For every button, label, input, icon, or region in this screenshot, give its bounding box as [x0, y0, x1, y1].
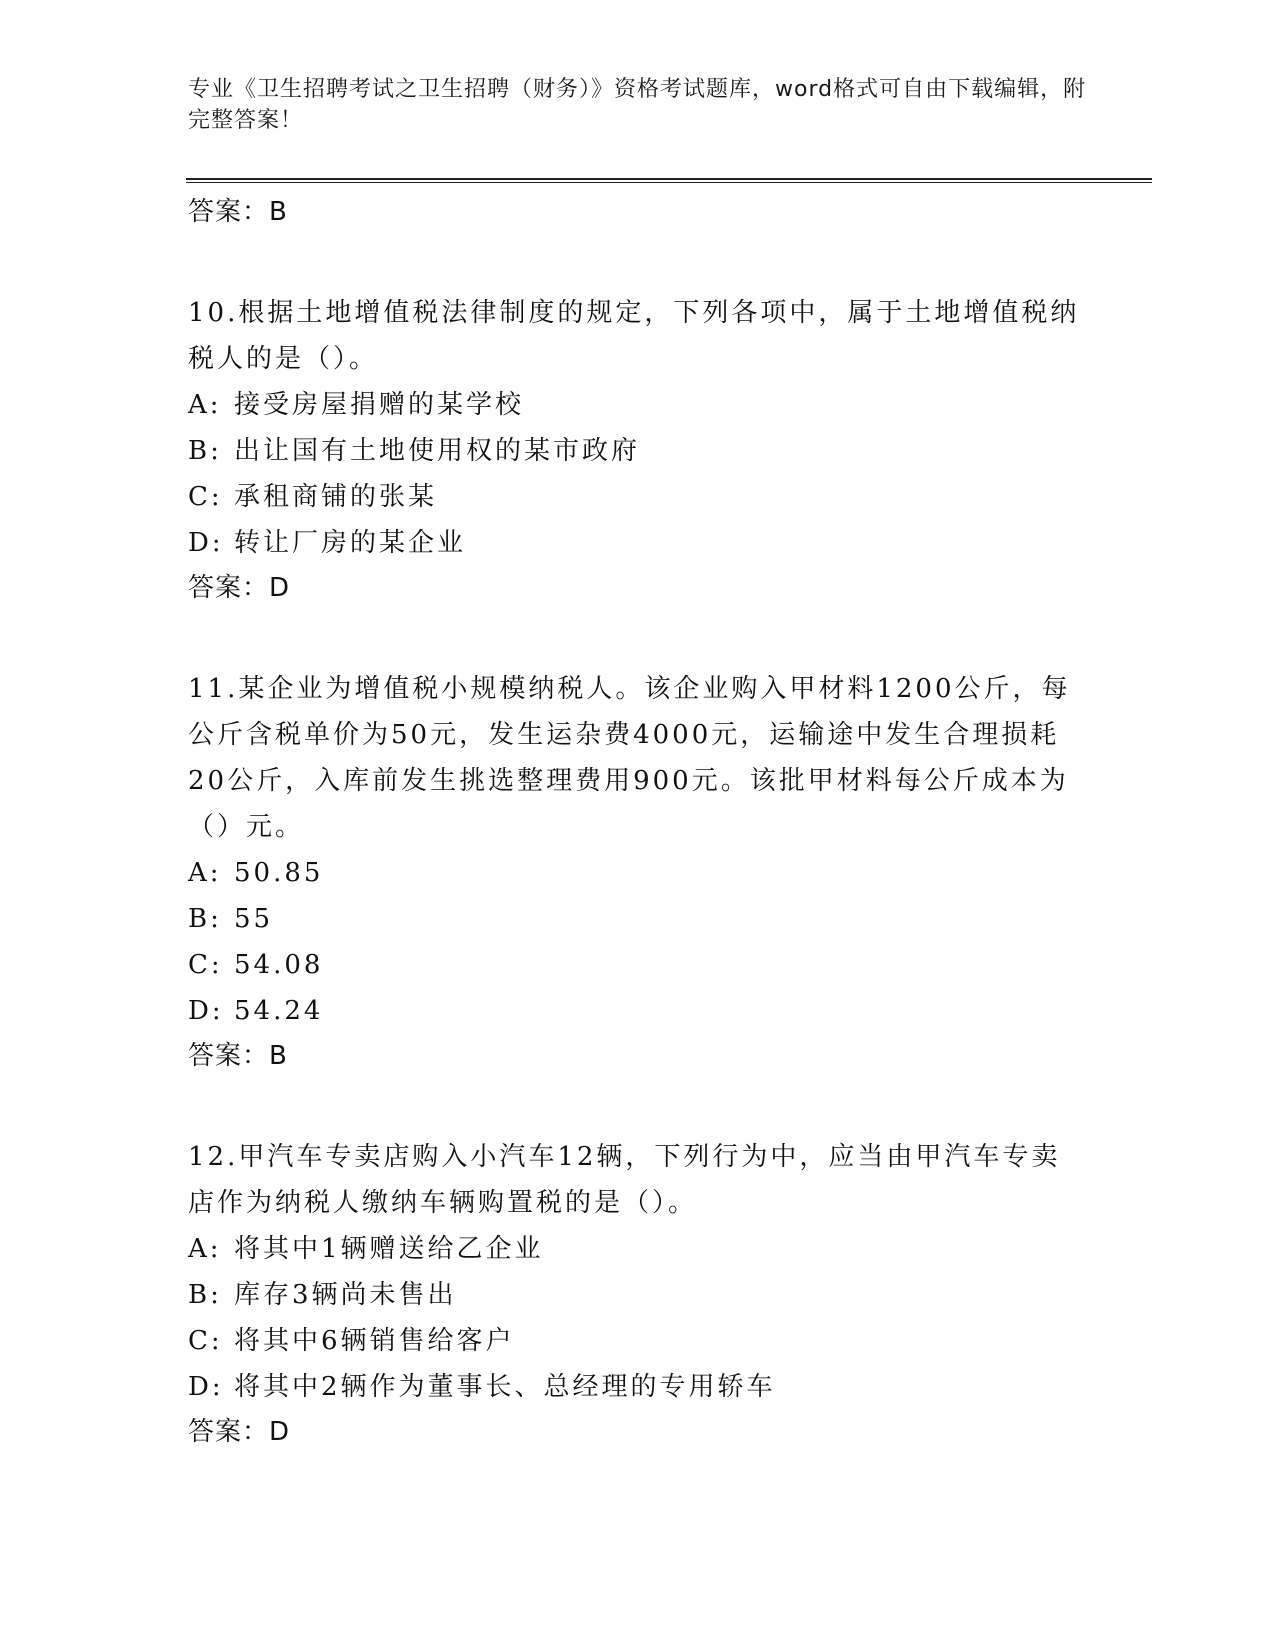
option-text: 库存3辆尚未售出	[234, 1280, 457, 1310]
option-key: A:	[188, 390, 222, 420]
option-key: B:	[188, 436, 222, 466]
option-b	[188, 896, 1088, 942]
header-divider	[186, 178, 1152, 183]
option-text: 55	[234, 904, 274, 934]
option-key: C:	[188, 1326, 223, 1356]
option-text: 出让国有土地使用权的某市政府	[234, 436, 641, 466]
option-a	[188, 382, 1088, 428]
option-key: A:	[188, 858, 222, 888]
option-key: B:	[188, 904, 222, 934]
option-c	[188, 1318, 1088, 1364]
option-text: 54.24	[234, 996, 324, 1026]
question-answer: 答案：D	[188, 573, 291, 603]
option-key: D:	[188, 528, 224, 558]
previous-question-answer: 答案：B	[188, 197, 288, 227]
question-stem: 10.根据土地增值税法律制度的规定，下列各项中，属于土地增值税纳税人的是（）。	[188, 298, 1080, 374]
header-divider-thin-line	[186, 182, 1152, 183]
option-d	[188, 1364, 1088, 1410]
option-a	[188, 1226, 1088, 1272]
option-d	[188, 988, 1088, 1034]
question-answer: 答案：D	[188, 1417, 291, 1447]
header-note: 专业《卫生招聘考试之卫生招聘（财务）》资格考试题库，word格式可自由下载编辑，附完整答案！	[188, 77, 1087, 133]
question-answer: 答案：B	[188, 1041, 288, 1071]
question-stem: 12.甲汽车专卖店购入小汽车12辆，下列行为中，应当由甲汽车专卖店作为纳税人缴纳车辆购置税的是（）。	[188, 1142, 1061, 1218]
option-text: 将其中1辆赠送给乙企业	[234, 1234, 544, 1264]
option-text: 50.85	[234, 858, 324, 888]
option-b	[188, 1272, 1088, 1318]
question-12	[188, 1134, 1088, 1454]
question-10	[188, 290, 1088, 610]
option-c	[188, 474, 1088, 520]
option-key: D:	[188, 1372, 224, 1402]
option-text: 承租商铺的张某	[234, 482, 438, 512]
option-text: 转让厂房的某企业	[234, 528, 467, 558]
option-key: D:	[188, 996, 224, 1026]
header-divider-thick-line	[186, 178, 1152, 180]
option-d	[188, 520, 1088, 566]
option-text: 54.08	[234, 950, 324, 980]
question-content	[188, 190, 1088, 1454]
option-a	[188, 850, 1088, 896]
option-c	[188, 942, 1088, 988]
option-text: 将其中6辆销售给客户	[234, 1326, 515, 1356]
question-11	[188, 666, 1088, 1078]
option-key: C:	[188, 482, 223, 512]
option-key: A:	[188, 1234, 222, 1264]
option-b	[188, 428, 1088, 474]
option-key: C:	[188, 950, 223, 980]
option-text: 将其中2辆作为董事长、总经理的专用轿车	[234, 1372, 776, 1402]
question-stem: 11.某企业为增值税小规模纳税人。该企业购入甲材料1200公斤，每公斤含税单价为50元，发生运杂费4000元，运输途中发生合理损耗20公斤，入库前发生挑选整理费用900元。该批甲材料每公斤成本为（）元。	[188, 674, 1071, 842]
option-text: 接受房屋捐赠的某学校	[234, 390, 525, 420]
option-key: B:	[188, 1280, 222, 1310]
